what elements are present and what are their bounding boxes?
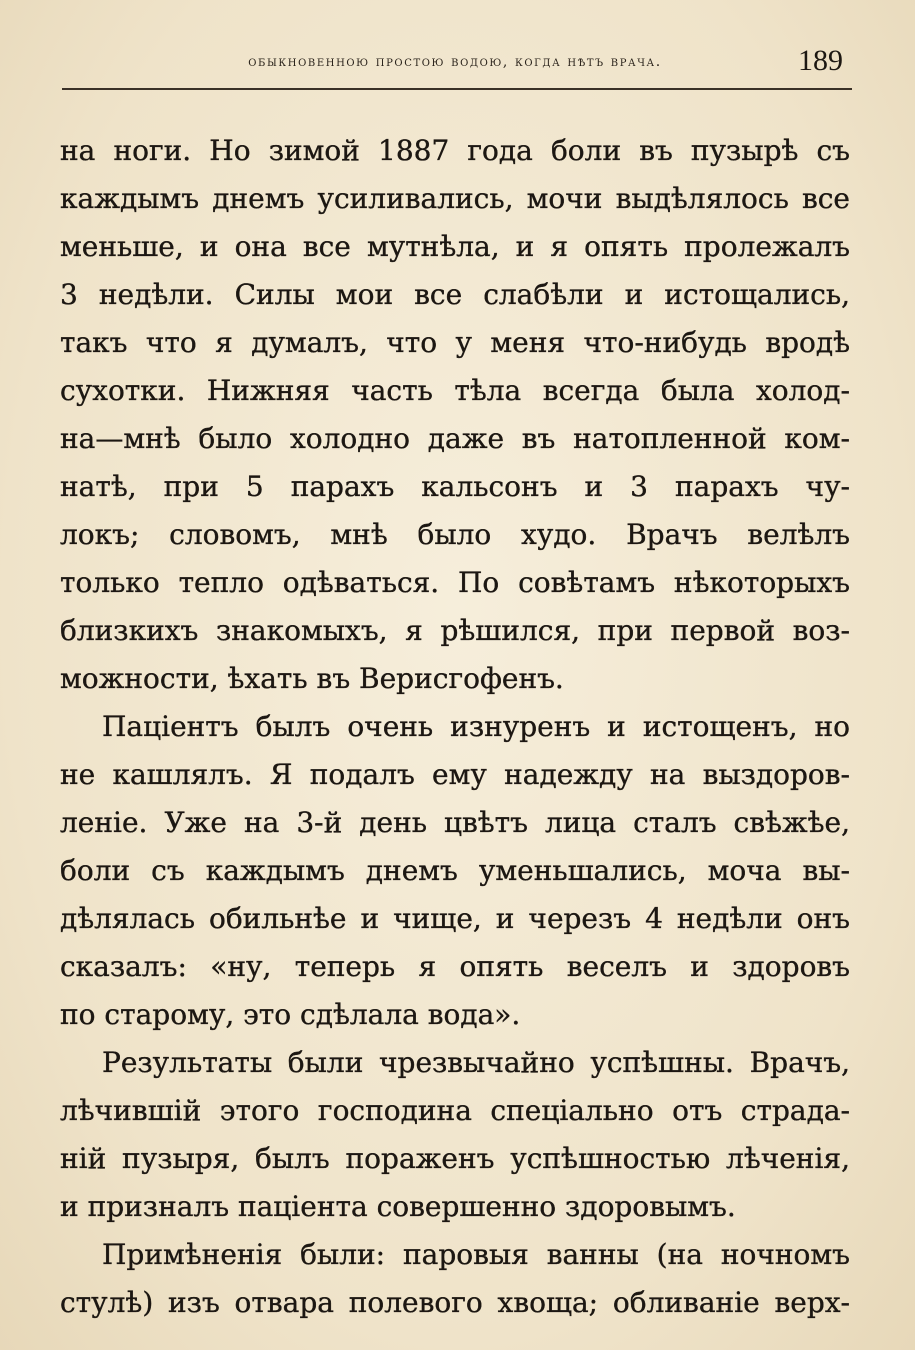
text-line: такъ что я думалъ, что у меня что-нибудь вродѣ [60, 326, 850, 359]
text-line: близкихъ знакомыхъ, я рѣшился, при первой воз- [60, 614, 850, 647]
text-line: только тепло одѣваться. По совѣтамъ нѣкоторыхъ [60, 566, 850, 599]
text-line: натѣ, при 5 парахъ кальсонъ и 3 парахъ чу- [60, 470, 850, 503]
text-line: Результаты были чрезвычайно успѣшны. Врачъ, [102, 1046, 850, 1079]
text-line: на ноги. Но зимой 1887 года боли въ пузырѣ съ [60, 134, 850, 167]
text-line: ній пузыря, былъ пораженъ успѣшностью лѣченія, [60, 1142, 850, 1175]
page-number: 189 [798, 44, 843, 77]
text-line: 3 недѣли. Силы мои все слабѣли и истощались, [60, 278, 850, 311]
paragraph-2 [60, 703, 850, 1039]
text-line: сказалъ: «ну, теперь я опять веселъ и здоровъ [60, 950, 850, 983]
text-line: лѣчившій этого господина спеціально отъ страда- [60, 1094, 850, 1127]
text-line: локъ; словомъ, мнѣ было худо. Врачъ велѣлъ [60, 518, 850, 551]
text-line: можности, ѣхать въ Верисгофенъ. [60, 662, 564, 695]
text-line: боли съ каждымъ днемъ уменьшались, моча вы- [60, 854, 850, 887]
text-line: на—мнѣ было холодно даже въ натопленной ком- [60, 422, 850, 455]
text-line: каждымъ днемъ усиливались, мочи выдѣлялось все [60, 182, 850, 215]
text-line: сухотки. Нижняя часть тѣла всегда была холод- [60, 374, 850, 407]
running-title: обыкновенною простою водою, когда нѣтъ врача. [248, 54, 662, 70]
text-line: стулѣ) изъ отвара полевого хвоща; обливаніе верх- [60, 1286, 850, 1319]
header-rule [62, 88, 852, 90]
text-line: леніе. Уже на 3-й день цвѣтъ лица сталъ свѣжѣе, [60, 806, 850, 839]
text-line: по старому, это сдѣлала вода». [60, 998, 521, 1031]
body-text [60, 127, 850, 1327]
text-line: Примѣненія были: паровыя ванны (на ночномъ [102, 1238, 850, 1271]
text-line: дѣлялась обильнѣе и чище, и черезъ 4 недѣли онъ [60, 902, 850, 935]
text-line: и призналъ паціента совершенно здоровымъ. [60, 1190, 736, 1223]
text-line: не кашлялъ. Я подалъ ему надежду на выздоров- [60, 758, 850, 791]
text-line: меньше, и она все мутнѣла, и я опять пролежалъ [60, 230, 850, 263]
text-line: Паціентъ былъ очень изнуренъ и истощенъ, но [102, 710, 850, 743]
paragraph-4 [60, 1231, 850, 1327]
paragraph-1 [60, 127, 850, 703]
paragraph-3 [60, 1039, 850, 1231]
